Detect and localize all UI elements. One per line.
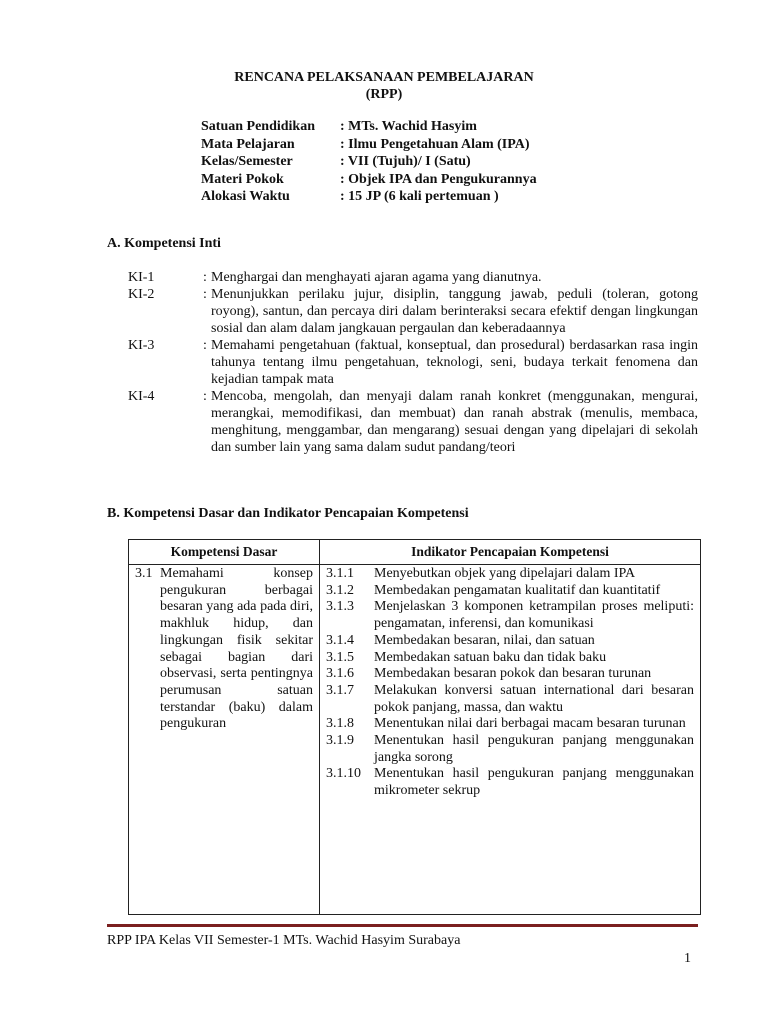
info-value: : 15 JP (6 kali pertemuan )	[340, 189, 499, 204]
ki-item	[128, 388, 698, 456]
kd-cell	[129, 565, 320, 915]
ki-item	[128, 286, 698, 337]
doc-title: RENCANA PELAKSANAAN PEMBELAJARAN	[234, 70, 534, 85]
info-row	[201, 153, 537, 171]
doc-subtitle: (RPP)	[365, 87, 403, 102]
indicator-number: 3.1.8	[326, 716, 354, 732]
indicator-item	[326, 766, 694, 799]
ki-code: KI-1	[128, 270, 155, 285]
indicator-item	[326, 650, 694, 667]
indicator-number: 3.1.10	[326, 766, 361, 782]
ki-colon: :	[203, 389, 207, 404]
indicator-text: Membedakan besaran pokok dan besaran turunan	[374, 666, 652, 682]
section-a-heading: A. Kompetensi Inti	[107, 236, 221, 251]
kd-text: Memahami konsep pengukuran berbagai besaran yang ada pada diri, makhluk hidup, dan lingkungan fisik sekitar sebagai bagian dari observasi, serta pentingnya perumusan satuan terstandar (baku) dalam pengukuran	[160, 566, 313, 732]
indicator-item	[326, 683, 694, 716]
indicator-item	[326, 666, 694, 683]
column-header-kd: Kompetensi Dasar	[129, 540, 320, 564]
info-value: : MTs. Wachid Hasyim	[340, 119, 477, 134]
indicator-number: 3.1.7	[326, 682, 354, 698]
info-label: Satuan Pendidikan	[201, 119, 315, 134]
ki-text: Mencoba, mengolah, dan menyaji dalam ranah konkret (menggunakan, mengurai, merangkai, memodifikasi, dan membuat) dan ranah abstrak (menulis, membaca, menghitung, menggambar, dan mengarang) sesuai dengan yang dipelajari di sekolah dan sumber lain yang sama dalam sudut pandang/teori	[211, 389, 698, 455]
ki-item	[128, 269, 698, 286]
indicator-number: 3.1.1	[326, 566, 354, 581]
indicator-item	[326, 566, 694, 583]
indicator-item	[326, 733, 694, 766]
ki-text: Memahami pengetahuan (faktual, konseptual, dan prosedural) berdasarkan rasa ingin tahunya tentang ilmu pengetahuan, teknologi, seni, budaya terkait fenomena dan kejadian tampak mata	[211, 338, 698, 387]
ki-text: Menunjukkan perilaku jujur, disiplin, tanggung jawab, peduli (toleran, gotong royong), santun, dan percaya diri dalam berinteraksi secara efektif dengan lingkungan sosial dan alam dalam jangkauan pergaulan dan keberadaannya	[211, 287, 698, 336]
kd-table	[128, 539, 701, 915]
kd-number: 3.1	[135, 566, 153, 581]
indicator-text: Membedakan satuan baku dan tidak baku	[374, 649, 607, 665]
ki-code: KI-2	[128, 287, 155, 302]
ki-code: KI-3	[128, 338, 155, 353]
page-number: 1	[684, 951, 691, 966]
indicator-item	[326, 583, 694, 600]
indicator-text: Menjelaskan 3 komponen ketrampilan proses meliputi: pengamatan, inferensi, dan komunikasi	[374, 599, 694, 632]
indicator-text: Membedakan besaran, nilai, dan satuan	[374, 632, 595, 648]
info-value: : Ilmu Pengetahuan Alam (IPA)	[340, 136, 530, 152]
indicator-number: 3.1.3	[326, 599, 354, 615]
info-row	[201, 171, 537, 189]
info-row	[201, 118, 537, 136]
indicator-text: Menentukan hasil pengukuran panjang menggunakan jangka sorong	[374, 733, 694, 765]
indicator-text: Menentukan nilai dari berbagai macam besaran turunan	[374, 716, 686, 732]
indicator-number: 3.1.2	[326, 582, 354, 598]
table-header	[129, 540, 700, 565]
info-row	[201, 188, 537, 206]
indicator-text: Menentukan hasil pengukuran panjang menggunakan mikrometer sekrup	[374, 766, 694, 799]
indicator-number: 3.1.4	[326, 632, 354, 648]
info-value: : VII (Tujuh)/ I (Satu)	[340, 154, 471, 169]
indicator-item	[326, 599, 694, 632]
info-label: Kelas/Semester	[201, 154, 293, 169]
ki-item	[128, 337, 698, 388]
column-header-indikator: Indikator Pencapaian Kompetensi	[411, 544, 609, 559]
info-value: : Objek IPA dan Pengukurannya	[340, 171, 537, 187]
footer-divider	[107, 924, 698, 927]
footer-text: RPP IPA Kelas VII Semester-1 MTs. Wachid Hasyim Surabaya	[107, 933, 461, 948]
indicator-text: Membedakan pengamatan kualitatif dan kuantitatif	[374, 582, 661, 598]
info-row	[201, 136, 537, 154]
indicator-number: 3.1.6	[326, 666, 354, 682]
info-label: Materi Pokok	[201, 171, 284, 187]
indicator-cell	[320, 565, 700, 915]
indicator-text: Melakukan konversi satuan international dari besaran pokok panjang, massa, dan waktu	[374, 682, 694, 715]
ki-colon: :	[203, 287, 207, 302]
identity-block	[201, 118, 537, 206]
section-b-heading: B. Kompetensi Dasar dan Indikator Pencapaian Kompetensi	[107, 506, 469, 521]
ki-list	[128, 269, 698, 456]
indicator-item	[326, 716, 694, 733]
info-label: Mata Pelajaran	[201, 136, 295, 152]
indicator-number: 3.1.5	[326, 649, 354, 665]
indicator-number: 3.1.9	[326, 733, 354, 749]
ki-text: Menghargai dan menghayati ajaran agama yang dianutnya.	[211, 270, 542, 285]
indicator-text: Menyebutkan objek yang dipelajari dalam IPA	[374, 566, 636, 581]
info-label: Alokasi Waktu	[201, 189, 290, 204]
ki-colon: :	[203, 270, 207, 285]
table-row	[129, 565, 700, 915]
ki-colon: :	[203, 338, 207, 353]
indicator-item	[326, 633, 694, 650]
ki-code: KI-4	[128, 389, 155, 404]
